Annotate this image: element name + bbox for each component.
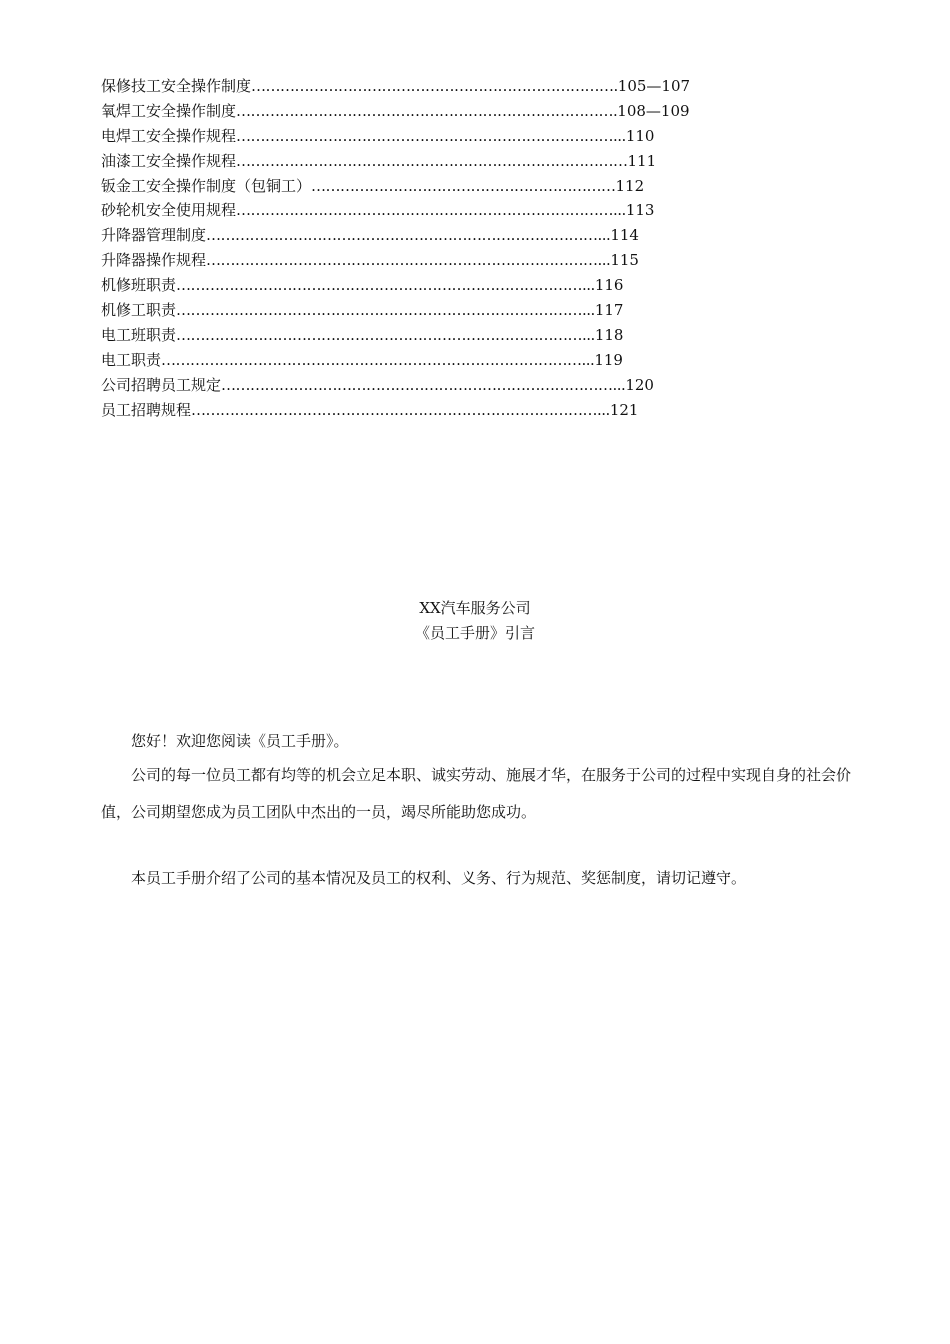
toc-entry[interactable]	[101, 223, 681, 248]
intro-paragraph: 公司的每一位员工都有均等的机会立足本职、诚实劳动、施展才华，在服务于公司的过程中实现自身的社会价值，公司期望您成为员工团队中杰出的一员，竭尽所能助您成功。	[101, 766, 852, 821]
introduction-title: 《员工手册》引言	[414, 624, 535, 642]
toc-entry[interactable]	[101, 398, 681, 423]
toc-entry-label: 电焊工安全操作规程	[101, 126, 237, 145]
toc-entry[interactable]	[101, 198, 681, 223]
toc-entry-page: 114	[610, 226, 639, 245]
toc-entry-page: 115	[610, 251, 639, 270]
toc-entry[interactable]	[101, 323, 681, 348]
toc-entry[interactable]	[101, 74, 691, 99]
toc-entry-label: 砂轮机安全使用规程	[101, 201, 237, 220]
toc-entry[interactable]	[101, 373, 681, 398]
toc-entry[interactable]	[101, 273, 681, 298]
toc-entry-page: 110	[625, 126, 655, 145]
toc-entry-label: 机修班职责	[101, 276, 177, 295]
toc-entry-label: 升降器管理制度	[101, 226, 207, 245]
toc-entry-leader: …………………………………………………………………………...	[176, 301, 595, 320]
toc-entry[interactable]	[101, 348, 681, 373]
toc-entry-leader: …………………………………………………………………………...	[191, 400, 610, 419]
toc-entry[interactable]	[101, 248, 681, 273]
toc-entry-leader: ………………………………………………………………………	[236, 151, 628, 170]
toc-entry-label: 公司招聘员工规定	[101, 375, 222, 394]
toc-entry-page: 118	[594, 325, 624, 344]
toc-entry-leader: ……………………………………………………………………………...	[161, 350, 595, 369]
toc-entry-leader: ………………………………………………………………………...	[206, 226, 611, 245]
toc-entry-page: 120	[625, 375, 654, 394]
toc-entry[interactable]	[101, 124, 681, 149]
toc-entry-page: 112	[615, 176, 645, 195]
toc-entry-label: 氧焊工安全操作制度	[101, 101, 237, 120]
toc-entry-leader: ………………………………………………………………….	[251, 77, 618, 95]
toc-entry-label: 员工招聘规程	[101, 400, 192, 419]
company-name: XX汽车服务公司	[419, 599, 531, 617]
toc-entry-label: 油漆工安全操作规程	[101, 151, 237, 170]
toc-entry-page: 117	[594, 301, 624, 320]
toc-entry-leader: …………………………………………………………………………...	[176, 276, 595, 295]
toc-entry-page: 113	[625, 201, 655, 220]
toc-entry-page: 121	[609, 400, 639, 419]
toc-entry-label: 电工职责	[101, 350, 162, 369]
toc-entry-page: 116	[594, 276, 624, 295]
toc-entry-leader: …………………………………………………………………….	[236, 101, 618, 120]
toc-entry-leader: ………………………………………………………	[311, 176, 616, 195]
toc-entry-label: 机修工职责	[101, 301, 177, 320]
toc-entry[interactable]	[101, 149, 681, 174]
toc-entry-leader: ……………………………………………………………………...	[236, 201, 626, 220]
toc-entry-page: 111	[627, 151, 657, 170]
toc-entry-label: 电工班职责	[101, 325, 177, 344]
toc-entry-page: 119	[594, 350, 623, 369]
toc-entry-label: 钣金工安全操作制度（包铜工）	[101, 176, 312, 195]
toc-entry-label: 升降器操作规程	[101, 251, 207, 270]
toc-entry-leader: ………………………………………………………………………...	[206, 251, 611, 270]
toc-entry[interactable]	[101, 298, 681, 323]
table-of-contents	[101, 74, 691, 422]
intro-paragraph: 本员工手册介绍了公司的基本情况及员工的权利、义务、行为规范、奖惩制度，请切记遵守。	[131, 869, 747, 887]
toc-entry-page: 105—107	[617, 77, 691, 95]
toc-entry[interactable]	[101, 99, 690, 124]
toc-entry-leader: …………………………………………………………………………...	[176, 325, 595, 344]
toc-entry-page: 108—109	[617, 101, 690, 120]
toc-entry-label: 保修技工安全操作制度	[101, 77, 252, 95]
toc-entry-leader: ……………………………………………………………………...	[236, 126, 626, 145]
intro-greeting: 您好！欢迎您阅读《员工手册》。	[131, 732, 349, 750]
toc-entry-leader: ………………………………………………………………………...	[221, 375, 626, 394]
toc-entry[interactable]	[101, 174, 681, 199]
